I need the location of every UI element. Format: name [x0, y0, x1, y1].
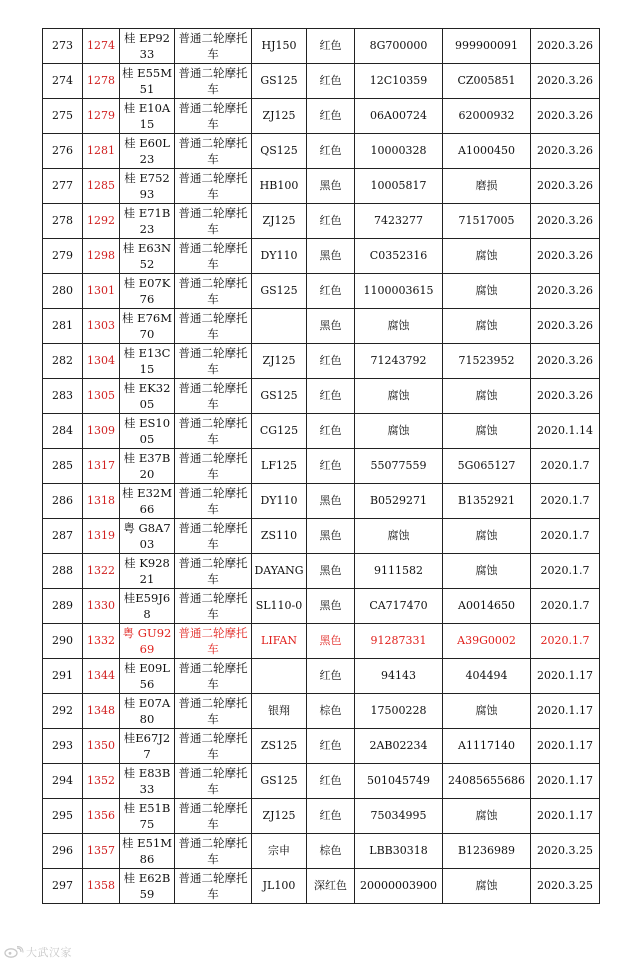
- record-id-cell: 1322: [83, 554, 120, 589]
- record-id-cell: 1357: [83, 834, 120, 869]
- plate-number-cell: 桂 E07A80: [120, 694, 175, 729]
- table-row: [43, 99, 600, 134]
- engine-number-cell: 9111582: [355, 554, 443, 589]
- model-cell: DY110: [252, 484, 307, 519]
- frame-number-cell: B1352921: [443, 484, 531, 519]
- date-cell: 2020.1.14: [531, 414, 600, 449]
- vehicle-type-cell: 普通二轮摩托车: [175, 134, 252, 169]
- table-body: [43, 29, 600, 904]
- date-cell: 2020.3.26: [531, 29, 600, 64]
- color-cell: 红色: [307, 64, 355, 99]
- color-cell: 红色: [307, 134, 355, 169]
- row-index-cell: 295: [43, 799, 83, 834]
- model-cell: SL110-0: [252, 589, 307, 624]
- record-id-cell: 1274: [83, 29, 120, 64]
- model-cell: GS125: [252, 274, 307, 309]
- row-index-cell: 280: [43, 274, 83, 309]
- model-cell: DAYANG: [252, 554, 307, 589]
- record-id-cell: 1350: [83, 729, 120, 764]
- model-cell: HJ150: [252, 29, 307, 64]
- date-cell: 2020.1.17: [531, 799, 600, 834]
- vehicle-type-cell: 普通二轮摩托车: [175, 29, 252, 64]
- color-cell: 黑色: [307, 169, 355, 204]
- table-row: [43, 729, 600, 764]
- record-id-cell: 1344: [83, 659, 120, 694]
- engine-number-cell: 94143: [355, 659, 443, 694]
- table-row: [43, 869, 600, 904]
- plate-number-cell: 桂 K92821: [120, 554, 175, 589]
- color-cell: 黑色: [307, 554, 355, 589]
- record-id-cell: 1278: [83, 64, 120, 99]
- date-cell: 2020.1.17: [531, 659, 600, 694]
- vehicle-type-cell: 普通二轮摩托车: [175, 624, 252, 659]
- color-cell: 黑色: [307, 484, 355, 519]
- weibo-logo-icon: [4, 946, 24, 958]
- frame-number-cell: CZ005851: [443, 64, 531, 99]
- row-index-cell: 279: [43, 239, 83, 274]
- color-cell: 红色: [307, 29, 355, 64]
- date-cell: 2020.3.26: [531, 379, 600, 414]
- vehicle-type-cell: 普通二轮摩托车: [175, 344, 252, 379]
- table-row: [43, 799, 600, 834]
- frame-number-cell: 71523952: [443, 344, 531, 379]
- date-cell: 2020.3.26: [531, 274, 600, 309]
- vehicle-type-cell: 普通二轮摩托车: [175, 764, 252, 799]
- plate-number-cell: 桂 E13C15: [120, 344, 175, 379]
- plate-number-cell: 粤 GU9269: [120, 624, 175, 659]
- vehicle-type-cell: 普通二轮摩托车: [175, 99, 252, 134]
- frame-number-cell: 404494: [443, 659, 531, 694]
- engine-number-cell: 06A00724: [355, 99, 443, 134]
- engine-number-cell: CA717470: [355, 589, 443, 624]
- table-row: [43, 169, 600, 204]
- plate-number-cell: 桂 E71B23: [120, 204, 175, 239]
- table-row: [43, 764, 600, 799]
- plate-number-cell: 桂 E63N52: [120, 239, 175, 274]
- row-index-cell: 274: [43, 64, 83, 99]
- row-index-cell: 286: [43, 484, 83, 519]
- color-cell: 黑色: [307, 624, 355, 659]
- vehicle-type-cell: 普通二轮摩托车: [175, 799, 252, 834]
- engine-number-cell: 17500228: [355, 694, 443, 729]
- engine-number-cell: 501045749: [355, 764, 443, 799]
- record-id-cell: 1304: [83, 344, 120, 379]
- vehicle-type-cell: 普通二轮摩托车: [175, 204, 252, 239]
- plate-number-cell: 桂 E60L23: [120, 134, 175, 169]
- table-row: [43, 134, 600, 169]
- date-cell: 2020.1.7: [531, 589, 600, 624]
- record-id-cell: 1301: [83, 274, 120, 309]
- frame-number-cell: A1117140: [443, 729, 531, 764]
- engine-number-cell: 腐蚀: [355, 309, 443, 344]
- frame-number-cell: A0014650: [443, 589, 531, 624]
- model-cell: GS125: [252, 764, 307, 799]
- color-cell: 黑色: [307, 239, 355, 274]
- engine-number-cell: 91287331: [355, 624, 443, 659]
- table-row: [43, 659, 600, 694]
- engine-number-cell: 腐蚀: [355, 414, 443, 449]
- color-cell: 红色: [307, 99, 355, 134]
- record-id-cell: 1281: [83, 134, 120, 169]
- plate-number-cell: 桂 E55M51: [120, 64, 175, 99]
- plate-number-cell: 桂 E10A15: [120, 99, 175, 134]
- row-index-cell: 289: [43, 589, 83, 624]
- plate-number-cell: 桂 E76M70: [120, 309, 175, 344]
- frame-number-cell: 磨损: [443, 169, 531, 204]
- table-row: [43, 834, 600, 869]
- engine-number-cell: 1100003615: [355, 274, 443, 309]
- model-cell: LIFAN: [252, 624, 307, 659]
- color-cell: 红色: [307, 204, 355, 239]
- date-cell: 2020.3.25: [531, 834, 600, 869]
- row-index-cell: 273: [43, 29, 83, 64]
- row-index-cell: 292: [43, 694, 83, 729]
- frame-number-cell: 5G065127: [443, 449, 531, 484]
- vehicle-type-cell: 普通二轮摩托车: [175, 694, 252, 729]
- date-cell: 2020.3.26: [531, 99, 600, 134]
- plate-number-cell: 桂 E83B33: [120, 764, 175, 799]
- model-cell: ZJ125: [252, 204, 307, 239]
- record-id-cell: 1303: [83, 309, 120, 344]
- model-cell: [252, 659, 307, 694]
- plate-number-cell: 桂 EK3205: [120, 379, 175, 414]
- date-cell: 2020.3.26: [531, 134, 600, 169]
- model-cell: GS125: [252, 379, 307, 414]
- color-cell: 红色: [307, 449, 355, 484]
- color-cell: 红色: [307, 414, 355, 449]
- record-id-cell: 1298: [83, 239, 120, 274]
- table-row: [43, 589, 600, 624]
- plate-number-cell: 桂 E07K76: [120, 274, 175, 309]
- row-index-cell: 275: [43, 99, 83, 134]
- date-cell: 2020.1.17: [531, 694, 600, 729]
- color-cell: 黑色: [307, 589, 355, 624]
- date-cell: 2020.1.7: [531, 484, 600, 519]
- record-id-cell: 1332: [83, 624, 120, 659]
- table-row: [43, 519, 600, 554]
- plate-number-cell: 桂E59J68: [120, 589, 175, 624]
- row-index-cell: 283: [43, 379, 83, 414]
- frame-number-cell: 腐蚀: [443, 379, 531, 414]
- table-row: [43, 484, 600, 519]
- row-index-cell: 284: [43, 414, 83, 449]
- record-id-cell: 1285: [83, 169, 120, 204]
- record-id-cell: 1305: [83, 379, 120, 414]
- frame-number-cell: 腐蚀: [443, 274, 531, 309]
- watermark-text: 大武汉家: [26, 946, 72, 959]
- engine-number-cell: 12C10359: [355, 64, 443, 99]
- table-row: [43, 204, 600, 239]
- engine-number-cell: 71243792: [355, 344, 443, 379]
- vehicle-type-cell: 普通二轮摩托车: [175, 869, 252, 904]
- table-row: [43, 624, 600, 659]
- frame-number-cell: B1236989: [443, 834, 531, 869]
- frame-number-cell: 999900091: [443, 29, 531, 64]
- date-cell: 2020.3.26: [531, 309, 600, 344]
- engine-number-cell: LBB30318: [355, 834, 443, 869]
- color-cell: 黑色: [307, 309, 355, 344]
- color-cell: 红色: [307, 274, 355, 309]
- table-row: [43, 449, 600, 484]
- date-cell: 2020.1.7: [531, 554, 600, 589]
- vehicle-type-cell: 普通二轮摩托车: [175, 484, 252, 519]
- engine-number-cell: 8G700000: [355, 29, 443, 64]
- frame-number-cell: 腐蚀: [443, 694, 531, 729]
- engine-number-cell: 2AB02234: [355, 729, 443, 764]
- record-id-cell: 1352: [83, 764, 120, 799]
- color-cell: 红色: [307, 764, 355, 799]
- color-cell: 红色: [307, 729, 355, 764]
- date-cell: 2020.3.26: [531, 344, 600, 379]
- vehicle-type-cell: 普通二轮摩托车: [175, 64, 252, 99]
- color-cell: 棕色: [307, 694, 355, 729]
- row-index-cell: 297: [43, 869, 83, 904]
- row-index-cell: 290: [43, 624, 83, 659]
- date-cell: 2020.1.7: [531, 624, 600, 659]
- date-cell: 2020.1.17: [531, 729, 600, 764]
- engine-number-cell: 10005817: [355, 169, 443, 204]
- table-row: [43, 309, 600, 344]
- frame-number-cell: A39G0002: [443, 624, 531, 659]
- frame-number-cell: 腐蚀: [443, 554, 531, 589]
- date-cell: 2020.3.26: [531, 204, 600, 239]
- color-cell: 红色: [307, 344, 355, 379]
- date-cell: 2020.3.25: [531, 869, 600, 904]
- model-cell: HB100: [252, 169, 307, 204]
- plate-number-cell: 桂 E62B59: [120, 869, 175, 904]
- table-row: [43, 694, 600, 729]
- color-cell: 红色: [307, 799, 355, 834]
- plate-number-cell: 桂 E51B75: [120, 799, 175, 834]
- row-index-cell: 281: [43, 309, 83, 344]
- row-index-cell: 277: [43, 169, 83, 204]
- engine-number-cell: 55077559: [355, 449, 443, 484]
- row-index-cell: 276: [43, 134, 83, 169]
- vehicle-type-cell: 普通二轮摩托车: [175, 379, 252, 414]
- vehicle-type-cell: 普通二轮摩托车: [175, 659, 252, 694]
- date-cell: 2020.3.26: [531, 64, 600, 99]
- model-cell: 宗申: [252, 834, 307, 869]
- color-cell: 红色: [307, 379, 355, 414]
- row-index-cell: 285: [43, 449, 83, 484]
- vehicle-type-cell: 普通二轮摩托车: [175, 449, 252, 484]
- date-cell: 2020.1.7: [531, 449, 600, 484]
- frame-number-cell: 24085655686: [443, 764, 531, 799]
- record-id-cell: 1309: [83, 414, 120, 449]
- frame-number-cell: A1000450: [443, 134, 531, 169]
- frame-number-cell: 腐蚀: [443, 414, 531, 449]
- vehicle-type-cell: 普通二轮摩托车: [175, 519, 252, 554]
- record-id-cell: 1358: [83, 869, 120, 904]
- color-cell: 棕色: [307, 834, 355, 869]
- vehicle-type-cell: 普通二轮摩托车: [175, 834, 252, 869]
- table-row: [43, 64, 600, 99]
- model-cell: LF125: [252, 449, 307, 484]
- model-cell: ZJ125: [252, 799, 307, 834]
- date-cell: 2020.1.17: [531, 764, 600, 799]
- vehicle-type-cell: 普通二轮摩托车: [175, 414, 252, 449]
- engine-number-cell: B0529271: [355, 484, 443, 519]
- model-cell: [252, 309, 307, 344]
- record-id-cell: 1330: [83, 589, 120, 624]
- frame-number-cell: 71517005: [443, 204, 531, 239]
- table-row: [43, 239, 600, 274]
- table-row: [43, 554, 600, 589]
- engine-number-cell: 腐蚀: [355, 379, 443, 414]
- record-id-cell: 1348: [83, 694, 120, 729]
- model-cell: ZS125: [252, 729, 307, 764]
- vehicle-type-cell: 普通二轮摩托车: [175, 274, 252, 309]
- row-index-cell: 296: [43, 834, 83, 869]
- plate-number-cell: 桂E67J27: [120, 729, 175, 764]
- model-cell: DY110: [252, 239, 307, 274]
- plate-number-cell: 桂 ES1005: [120, 414, 175, 449]
- row-index-cell: 294: [43, 764, 83, 799]
- frame-number-cell: 腐蚀: [443, 869, 531, 904]
- model-cell: ZJ125: [252, 99, 307, 134]
- vehicle-type-cell: 普通二轮摩托车: [175, 554, 252, 589]
- model-cell: JL100: [252, 869, 307, 904]
- plate-number-cell: 桂 E51M86: [120, 834, 175, 869]
- vehicle-type-cell: 普通二轮摩托车: [175, 729, 252, 764]
- vehicle-table: [42, 28, 600, 904]
- model-cell: QS125: [252, 134, 307, 169]
- frame-number-cell: 腐蚀: [443, 799, 531, 834]
- color-cell: 黑色: [307, 519, 355, 554]
- vehicle-type-cell: 普通二轮摩托车: [175, 309, 252, 344]
- plate-number-cell: 桂 EP9233: [120, 29, 175, 64]
- engine-number-cell: 10000328: [355, 134, 443, 169]
- vehicle-type-cell: 普通二轮摩托车: [175, 239, 252, 274]
- vehicle-type-cell: 普通二轮摩托车: [175, 589, 252, 624]
- frame-number-cell: 腐蚀: [443, 309, 531, 344]
- table-row: [43, 414, 600, 449]
- table-row: [43, 29, 600, 64]
- vehicle-type-cell: 普通二轮摩托车: [175, 169, 252, 204]
- row-index-cell: 278: [43, 204, 83, 239]
- row-index-cell: 288: [43, 554, 83, 589]
- plate-number-cell: 桂 E09L56: [120, 659, 175, 694]
- row-index-cell: 293: [43, 729, 83, 764]
- record-id-cell: 1318: [83, 484, 120, 519]
- date-cell: 2020.3.26: [531, 239, 600, 274]
- color-cell: 红色: [307, 659, 355, 694]
- date-cell: 2020.3.26: [531, 169, 600, 204]
- frame-number-cell: 腐蚀: [443, 239, 531, 274]
- record-id-cell: 1319: [83, 519, 120, 554]
- engine-number-cell: 腐蚀: [355, 519, 443, 554]
- record-id-cell: 1292: [83, 204, 120, 239]
- color-cell: 深红色: [307, 869, 355, 904]
- table-row: [43, 379, 600, 414]
- model-cell: CG125: [252, 414, 307, 449]
- engine-number-cell: 20000003900: [355, 869, 443, 904]
- frame-number-cell: 腐蚀: [443, 519, 531, 554]
- plate-number-cell: 粤 G8A703: [120, 519, 175, 554]
- engine-number-cell: 75034995: [355, 799, 443, 834]
- watermark: [4, 944, 72, 960]
- plate-number-cell: 桂 E37B20: [120, 449, 175, 484]
- table-row: [43, 344, 600, 379]
- table-row: [43, 274, 600, 309]
- model-cell: GS125: [252, 64, 307, 99]
- model-cell: ZJ125: [252, 344, 307, 379]
- record-id-cell: 1279: [83, 99, 120, 134]
- plate-number-cell: 桂 E32M66: [120, 484, 175, 519]
- model-cell: ZS110: [252, 519, 307, 554]
- date-cell: 2020.1.7: [531, 519, 600, 554]
- row-index-cell: 291: [43, 659, 83, 694]
- engine-number-cell: 7423277: [355, 204, 443, 239]
- row-index-cell: 287: [43, 519, 83, 554]
- frame-number-cell: 62000932: [443, 99, 531, 134]
- plate-number-cell: 桂 E75293: [120, 169, 175, 204]
- record-id-cell: 1317: [83, 449, 120, 484]
- row-index-cell: 282: [43, 344, 83, 379]
- record-id-cell: 1356: [83, 799, 120, 834]
- model-cell: 银翔: [252, 694, 307, 729]
- engine-number-cell: C0352316: [355, 239, 443, 274]
